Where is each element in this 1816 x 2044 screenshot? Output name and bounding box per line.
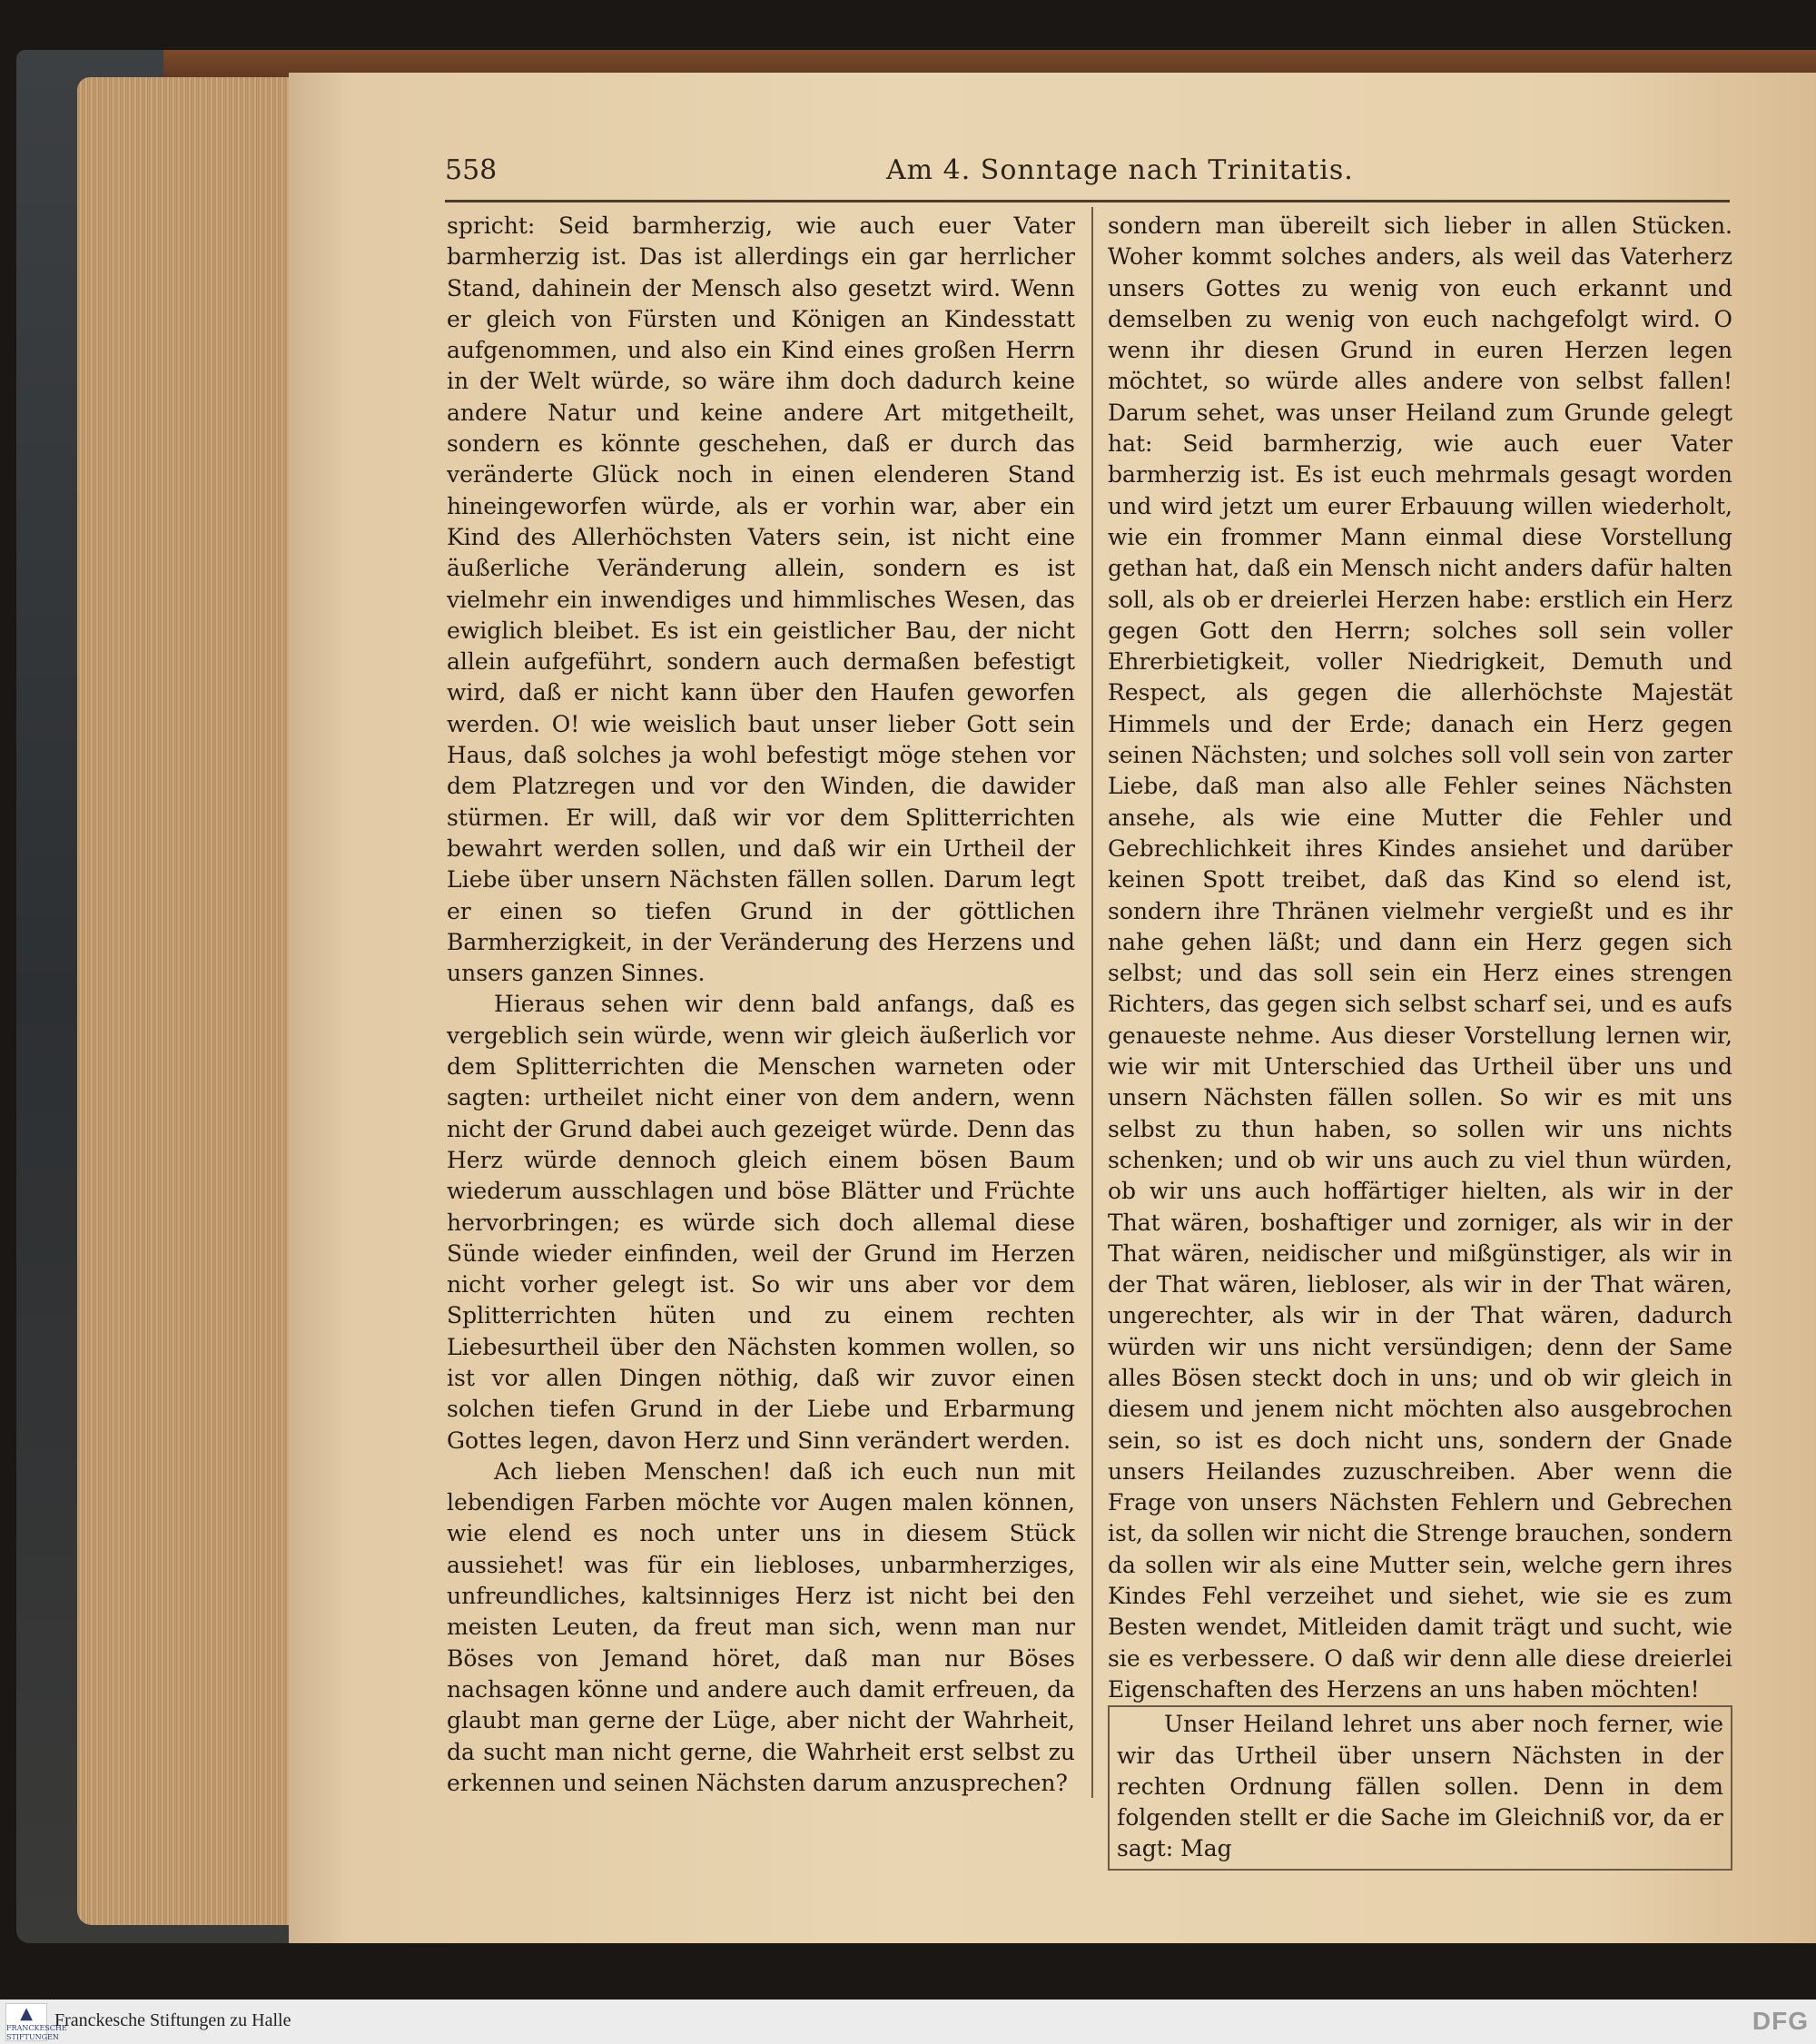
page-number: 558 [445,154,498,186]
boxed-paragraph: Unser Heiland lehret uns aber noch ferner, wie wir das Urtheil über unsern Nächsten in der rechten Ordnung fällen sollen. Denn in dem folgenden stellt er die Sache im Gleichniß vor, da er sagt: Mag [1108,1705,1732,1870]
left-column [447,211,1075,1799]
page-title: Am 4. Sonntage nach Trinitatis. [886,154,1354,186]
page-block-edge [77,77,295,1925]
column-divider [1091,207,1093,1798]
right-column [1108,211,1732,1871]
institution-logo [5,2003,67,2041]
paragraph: spricht: Seid barmherzig, wie auch euer Vater barmherzig ist. Das ist allerdings ein gar herrlicher Stand, dahinein der Mensch also gesetzt wird. Wenn er gleich von Fürsten und Königen an Kindesstatt aufgenommen, und also ein Kind eines großen Herrn in der Welt würde, so wäre ihm doch dadurch keine andere Natur und keine andere Art mitgetheilt, sondern es könnte geschehen, daß er durch das veränderte Glück noch in einen elenderen Stand hineingeworfen würde, als er vorhin war, aber ein Kind des Allerhöchsten Vaters sein, ist nicht eine äußerliche Veränderung allein, sondern es ist vielmehr ein inwendiges und himmlisches Wesen, das ewiglich bleibet. Es ist ein geistlicher Bau, der nicht allein aufgeführt, sondern auch dermaßen befestigt wird, daß er nicht kann über den Haufen geworfen werden. O! wie weislich baut unser lieber Gott sein Haus, daß solches ja wohl befestigt möge stehen vor dem Platzregen und vor den Winden, die dawider stürmen. Er will, daß wir vor dem Splitterrichten bewahrt werden sollen, und daß wir ein Urtheil der Liebe über unsern Nächsten fällen sollen. Darum legt er einen so tiefen Grund in der göttlichen Barmherzigkeit, in der Veränderung des Herzens und unsers ganzen Sinnes. [447,212,1075,987]
logo-text: FRANCKESCHE STIFTUNGEN [6,2024,67,2041]
institution-name: Franckesche Stiftungen zu Halle [54,2010,291,2030]
dfg-badge: DFG [1752,2007,1809,2035]
footer-bar [0,2000,1816,2044]
paragraph: Ach lieben Menschen! daß ich euch nun mit lebendigen Farben möchte vor Augen malen können, wie elend es noch unter uns in diesem Stück aussiehet! was für ein liebloses, unbarmherziges, unfreundliches, kaltsinniges Herz ist nicht bei den meisten Leuten, da freut man sich, wenn man nur Böses von Jemand höret, daß man nur Böses nachsagen könne und andere auch damit erfreuen, da glaubt man gerne der Lüge, aber nicht der Wahrheit, da sucht man nicht gerne, die Wahrheit erst selbst zu erkennen und seinen Nächsten darum anzusprechen? [447,1457,1075,1796]
paragraph: sondern man übereilt sich lieber in allen Stücken. Woher kommt solches anders, als weil das Vaterherz unsers Gottes zu wenig von euch erkannt und demselben zu wenig von euch nachgefolgt wird. O wenn ihr diesen Grund in euren Herzen legen möchtet, so würde alles andere von selbst fallen! Darum sehet, was unser Heiland zum Grunde gelegt hat: Seid barmherzig, wie auch euer Vater barmherzig ist. Es ist euch mehrmals gesagt worden und wird jetzt um eurer Erbauung willen wiederholt, wie ein frommer Mann einmal diese Vorstellung gethan hat, daß ein Mensch nicht anders dafür halten soll, als ob er dreierlei Herzen habe: erstlich ein Herz gegen Gott den Herrn; solches soll sein voller Ehrerbietigkeit, voller Niedrigkeit, Demuth und Respect, als gegen die allerhöchste Majestät Himmels und der Erde; danach ein Herz gegen seinen Nächsten; und solches soll voll sein von zarter Liebe, daß man also alle Fehler seines Nächsten ansehe, als wie eine Mutter die Fehler und Gebrechlichkeit ihres Kindes ansiehet und darüber keinen Spott treibet, daß das Kind so elend ist, sondern ihre Thränen vielmehr vergießt und es ihr nahe gehen läßt; und dann ein Herz gegen sich selbst; und das soll sein ein Herz eines strengen Richters, das gegen sich selbst scharf sei, und es aufs genaueste nehme. Aus dieser Vorstellung lernen wir, wie wir mit Unterschied das Urtheil über uns und unsern Nächsten fällen sollen. So wir es mit uns selbst zu thun haben, so sollen wir uns nichts schenken; und ob wir uns auch zu viel thun würden, ob wir uns auch hoffärtiger hielten, als wir in der That wären, boshaftiger und zorniger, als wir in der That wären, neidischer und mißgünstiger, als wir in der That wären, liebloser, als wir in der That wären, ungerechter, als wir in der That wären, dadurch würden wir uns nicht versündigen; denn der Same alles Bösen steckt doch in uns; und ob wir gleich in diesem und jenem nicht möchten also ausgebrochen sein, so ist es doch nicht uns, sondern der Gnade unsers Heilandes zuzuschreiben. Aber wenn die Frage von unsers Nächsten Fehlern und Gebrechen ist, da sollen wir nicht die Strenge brauchen, sondern da sollen wir als eine Mutter sein, welche gern ihres Kindes Fehl verzeihet und siehet, wie sie es zum Besten wendet, Mitleiden damit trägt und sucht, wie sie es verbessere. O daß wir denn alle diese dreierlei Eigenschaften des Herzens an uns haben möchten! [1108,212,1732,1703]
paragraph: Hieraus sehen wir denn bald anfangs, daß es vergeblich sein würde, wenn wir gleich äußerlich vor dem Splitterrichten die Menschen warneten oder sagten: urtheilet nicht einer von dem andern, wenn nicht der Grund dabei auch gezeiget würde. Denn das Herz würde dennoch gleich einem bösen Baum wiederum ausschlagen und böse Blätter und Früchte hervorbringen; es würde sich doch allemal diese Sünde wieder einfinden, weil der Grund im Herzen nicht vorher gelegt ist. So wir uns aber vor dem Splitterrichten hüten und zu einem rechten Liebesurtheil über den Nächsten kommen wollen, so ist vor allen Dingen nöthig, daß wir zuvor einen solchen tiefen Grund in der Liebe und Erbarmung Gottes legen, davon Herz und Sinn verändert werden. [447,991,1075,1454]
header-rule [445,200,1730,202]
running-head [445,147,1732,193]
logo-emblem-icon: ▲ [20,2004,33,2023]
